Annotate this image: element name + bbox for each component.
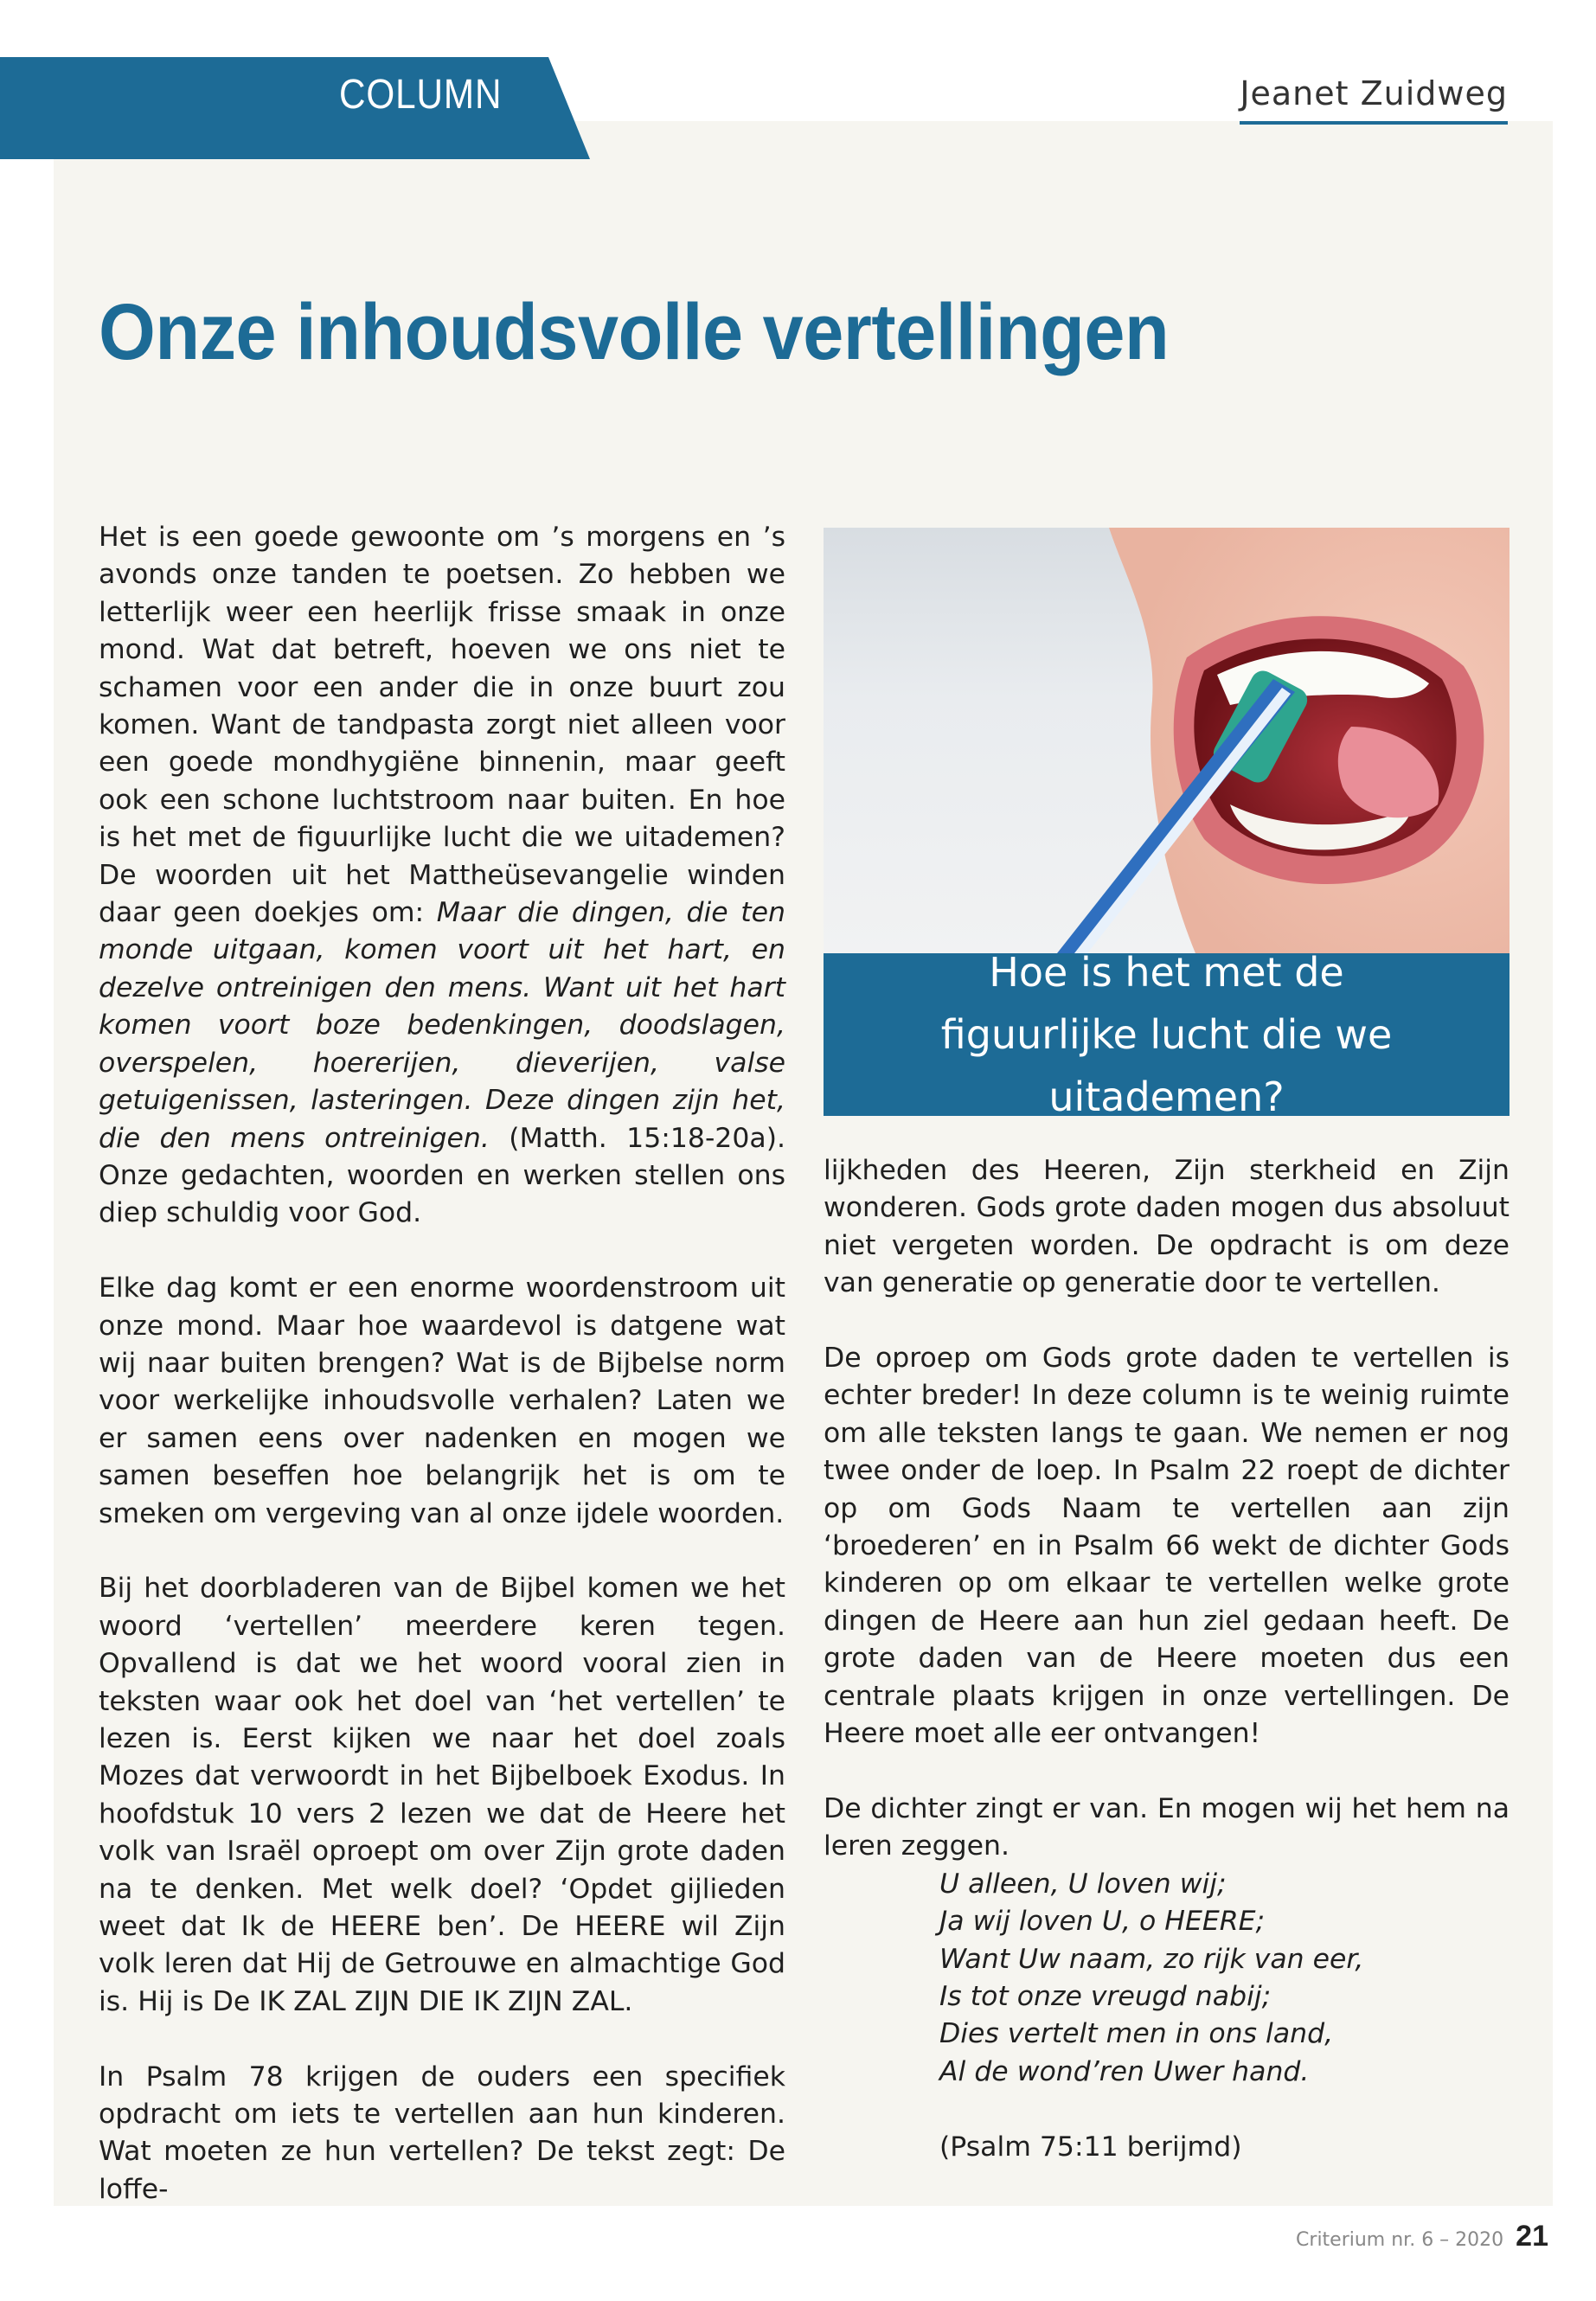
paragraph-7: De dichter zingt er van. En mogen wij het hem na leren zeggen. [824,1792,1509,1862]
article-title: Onze inhoudsvolle vertellingen [99,288,1170,376]
page-number: 21 [1516,2220,1548,2253]
paragraph-3: Bij het doorbladeren van de Bijbel komen we het woord ‘vertellen’ meerdere keren tegen. Opvallend is dat we het woord vooral zien in teksten waar ook het doel van ‘het vertellen’ te lezen is. Eerst kijken we naar het doel zoals Mozes dat verwoordt in het Bijbelboek Exodus. In hoofdstuk 10 vers 2 lezen we dat de Heere het volk van Israël oproept om over Zijn grote daden na te denken. Met welk doel? ‘Opdet gijlieden weet dat Ik de HEERE ben’. De HEERE wil Zijn volk leren dat Hij de Getrouwe en almachtige God is. Hij is De IK ZAL ZIJN DIE IK ZIJN ZAL. [99,1573,785,2017]
paragraph-4: In Psalm 78 krijgen de ouders een specifiek opdracht om iets te vertellen aan hun kinderen. Wat moeten ze hun vertellen? De tekst zegt: De loffe- [99,2061,785,2205]
poem-line: Dies vertelt men in ons land, [939,2018,1334,2050]
section-label: COLUMN [339,72,503,118]
magazine-issue: Criterium nr. 6 – 2020 [1296,2229,1504,2251]
paragraph-6: De oproep om Gods grote daden te vertellen is echter breder! In deze column is te weinig ruimte om alle teksten langs te gaan. We nemen er nog twee onder de loep. In Psalm 22 roept de dichter op om Gods Naam te vertellen aan zijn ‘broederen’ en in Psalm 66 wekt de dichter Gods kinderen op om elkaar te vertellen welke grote dingen de Heere aan hun ziel gedaan heeft. De grote daden van de Heere moeten dus een centrale plaats krijgen in onze vertellingen. De Heere moet alle eer ontvangen! [824,1343,1509,1750]
poem-line: Is tot onze vreugd nabij; [939,1980,1272,2012]
page-footer [1296,2220,1548,2253]
left-column [99,519,785,2247]
poem-line: Ja wij loven U, o HEERE; [939,1906,1266,1938]
scripture-quote: Maar die dingen, die ten monde uitgaan, komen voort uit het hart, en dezelve ontreinigen den mens. Want uit het hart komen voort boze bedenkingen, doodslagen, overspelen, hoererijen, dieverijen, valse getuigenissen, lasteringen. Deze dingen zijn het, die den mens ontreinigen. [99,897,785,1154]
mouth-toothbrush-illustration [824,528,1509,953]
paragraph-5: lijkheden des Heeren, Zijn sterkheid en Zijn wonderen. Gods grote daden mogen dus absoluut niet vergeten worden. De opdracht is om deze van generatie op generatie door te vertellen. [824,1155,1509,1299]
poem-line: Want Uw naam, zo rijk van eer, [939,1943,1364,1975]
right-column [824,1152,1509,2166]
poem-source: (Psalm 75:11 berijmd) [939,2131,1242,2163]
author-name: Jeanet Zuidweg [1240,74,1508,125]
poem-line: U alleen, U loven wij; [939,1868,1227,1900]
toothbrush-photo [824,528,1509,953]
psalm-poem [939,1866,1509,2091]
paragraph-2: Elke dag komt er een enorme woordenstroom uit onze mond. Maar hoe waardevol is datgene wat wij naar buiten brengen? Wat is de Bijbelse norm voor werkelijke inhoudsvolle verhalen? Laten we er samen eens over nadenken en mogen we samen beseffen hoe belangrijk het is om te smeken om vergeving van al onze ijdele woorden. [99,1272,785,1529]
poem-line: Al de wond’ren Uwer hand. [939,2055,1310,2087]
pull-quote: Hoe is het met de figuurlijke lucht die we uitademen? [940,949,1393,1120]
pull-quote-box [824,949,1509,1120]
paragraph-1: Het is een goede gewoonte om ’s morgens en ’s avonds onze tanden te poetsen. Zo hebben we letterlijk weer een heerlijk frisse smaak in onze mond. Wat dat betreft, hoeven we ons niet te schamen voor een ander die in onze buurt zou komen. Want de tandpasta zorgt niet alleen voor een goede mondhygiëne binnenin, maar geeft ook een schone luchtstroom naar buiten. En hoe is het met de figuurlijke lucht die we uitademen? De woorden uit het Mattheüsevangelie winden daar geen doekjes om: Maar die dingen, die ten monde uitgaan, komen voort uit het hart, en dezelve ontreinigen den mens. Want uit het hart komen voort boze bedenkingen, doodslagen, overspelen, hoererijen, dieverijen, valse getuigenissen, lasteringen. Deze dingen zijn het, die den mens ontreinigen. (Matth. 15:18-20a). Onze gedachten, woorden en werken stellen ons diep schuldig voor God. [99,522,785,1229]
